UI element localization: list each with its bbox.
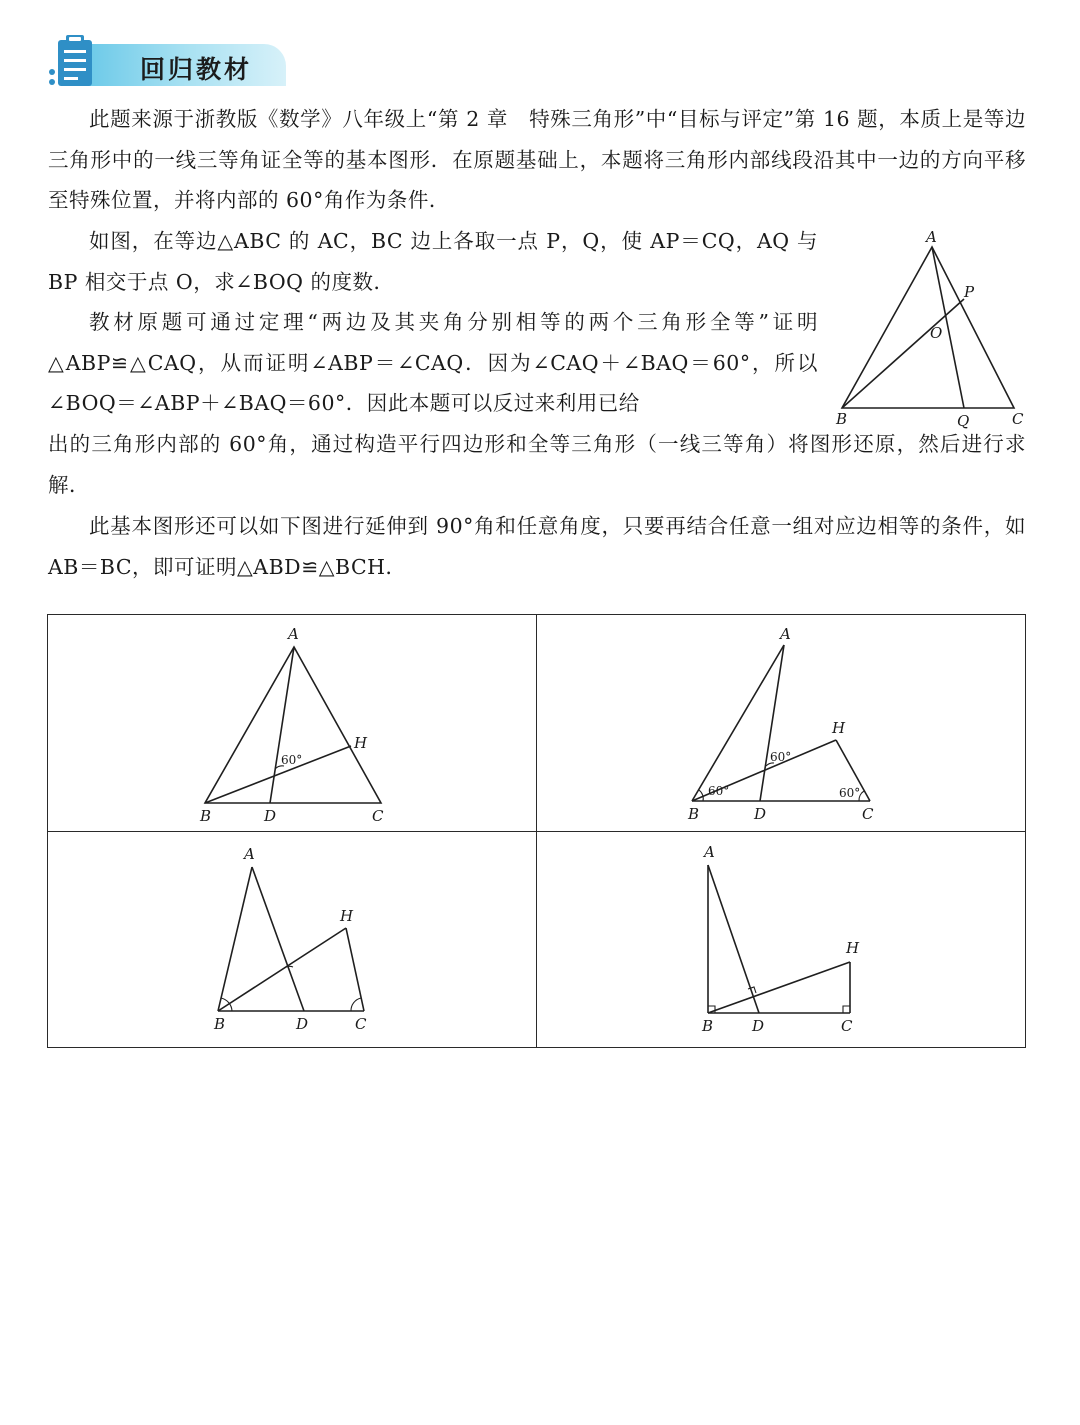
label-c: C [841, 1017, 853, 1035]
label-a: A [288, 625, 299, 643]
label-d: D [264, 807, 277, 825]
paragraph-extension: 此基本图形还可以如下图进行延伸到 90°角和任意角度，只要再结合任意一组对应边相等的条件，如 AB＝BC，即可证明△ABD≌△BCH． [48, 514, 1026, 579]
label-q: Q [957, 412, 970, 430]
label-h: H [846, 939, 860, 957]
figure-sixty-degree [676, 623, 896, 828]
label-a: A [926, 228, 937, 246]
paragraph-source: 此题来源于浙教版《数学》八年级上“第 2 章 特殊三角形”中“目标与评定”第 16 题，本质上是等边三角形中的一线三等角证全等的基本图形．在原题基础上，本题将三角形内部线段沿其中一边的方向平移至特殊位置，并将内部的 60°角作为条件． [48, 107, 1026, 212]
label-b: B [702, 1017, 714, 1035]
angle-label-b: 60° [708, 784, 730, 798]
segment-ad [708, 865, 759, 1013]
angle-label-mid: 60° [770, 750, 792, 764]
angle-label-c: 60° [839, 786, 861, 800]
label-b: B [200, 807, 212, 825]
figure-arbitrary-angle [213, 845, 367, 1033]
figure-grid [47, 614, 1026, 1048]
triangle-abc [842, 247, 1014, 408]
segment-hc [346, 928, 364, 1011]
triangle-abc [205, 647, 381, 803]
angle-label: 60° [281, 753, 303, 767]
segment-ad [252, 867, 304, 1011]
segment-bp [842, 299, 964, 408]
angle-arc-b [221, 998, 232, 1011]
angle-arc-b [699, 790, 703, 801]
segment-ad [270, 647, 294, 803]
label-b: B [688, 805, 700, 823]
segment-ab [218, 867, 252, 1011]
angle-arc-c [351, 998, 361, 1011]
section-header [44, 30, 288, 98]
label-p: P [964, 283, 975, 301]
segment-ab [692, 645, 784, 801]
right-angle-c [843, 1006, 850, 1013]
label-c: C [372, 807, 384, 825]
label-o: O [930, 324, 943, 342]
label-h: H [354, 734, 368, 752]
paragraph-analysis: 教材原题可通过定理“两边及其夹角分别相等的两个三角形全等”证明△ABP≌△CAQ，从而证明∠ABP＝∠CAQ．因为∠CAQ＋∠BAQ＝60°，所以∠BOQ＝∠ABP＋∠BAQ＝60°．因此本题可以反过来利用已给 [48, 310, 818, 415]
label-c: C [1012, 410, 1024, 428]
label-h: H [832, 719, 846, 737]
label-d: D [752, 1017, 765, 1035]
grid-divider-horizontal [48, 831, 1025, 832]
figure-right-angle [701, 843, 860, 1035]
segment-bh [708, 962, 850, 1013]
label-a: A [704, 843, 715, 861]
label-d: D [296, 1015, 309, 1033]
label-b: B [836, 410, 848, 428]
clipboard-list-icon [44, 30, 114, 98]
paragraph-problem: 如图，在等边△ABC 的 AC，BC 边上各取一点 P，Q，使 AP＝CQ，AQ 与 BP 相交于点 O，求∠BOQ 的度数． [48, 229, 818, 294]
segment-ad [760, 645, 784, 801]
label-c: C [355, 1015, 367, 1033]
equilateral-triangle-figure [828, 222, 1038, 432]
segment-bh [218, 928, 346, 1011]
paragraph-analysis-continued: 出的三角形内部的 60°角，通过构造平行四边形和全等三角形（一线三等角）将图形还原，然后进行求解． [48, 432, 1026, 497]
header-title: 回归教材 [140, 55, 253, 84]
label-h: H [340, 907, 354, 925]
label-d: D [754, 805, 767, 823]
label-a: A [244, 845, 255, 863]
figure-equilateral [188, 623, 408, 828]
label-c: C [862, 805, 874, 823]
label-a: A [780, 625, 791, 643]
label-b: B [214, 1015, 226, 1033]
